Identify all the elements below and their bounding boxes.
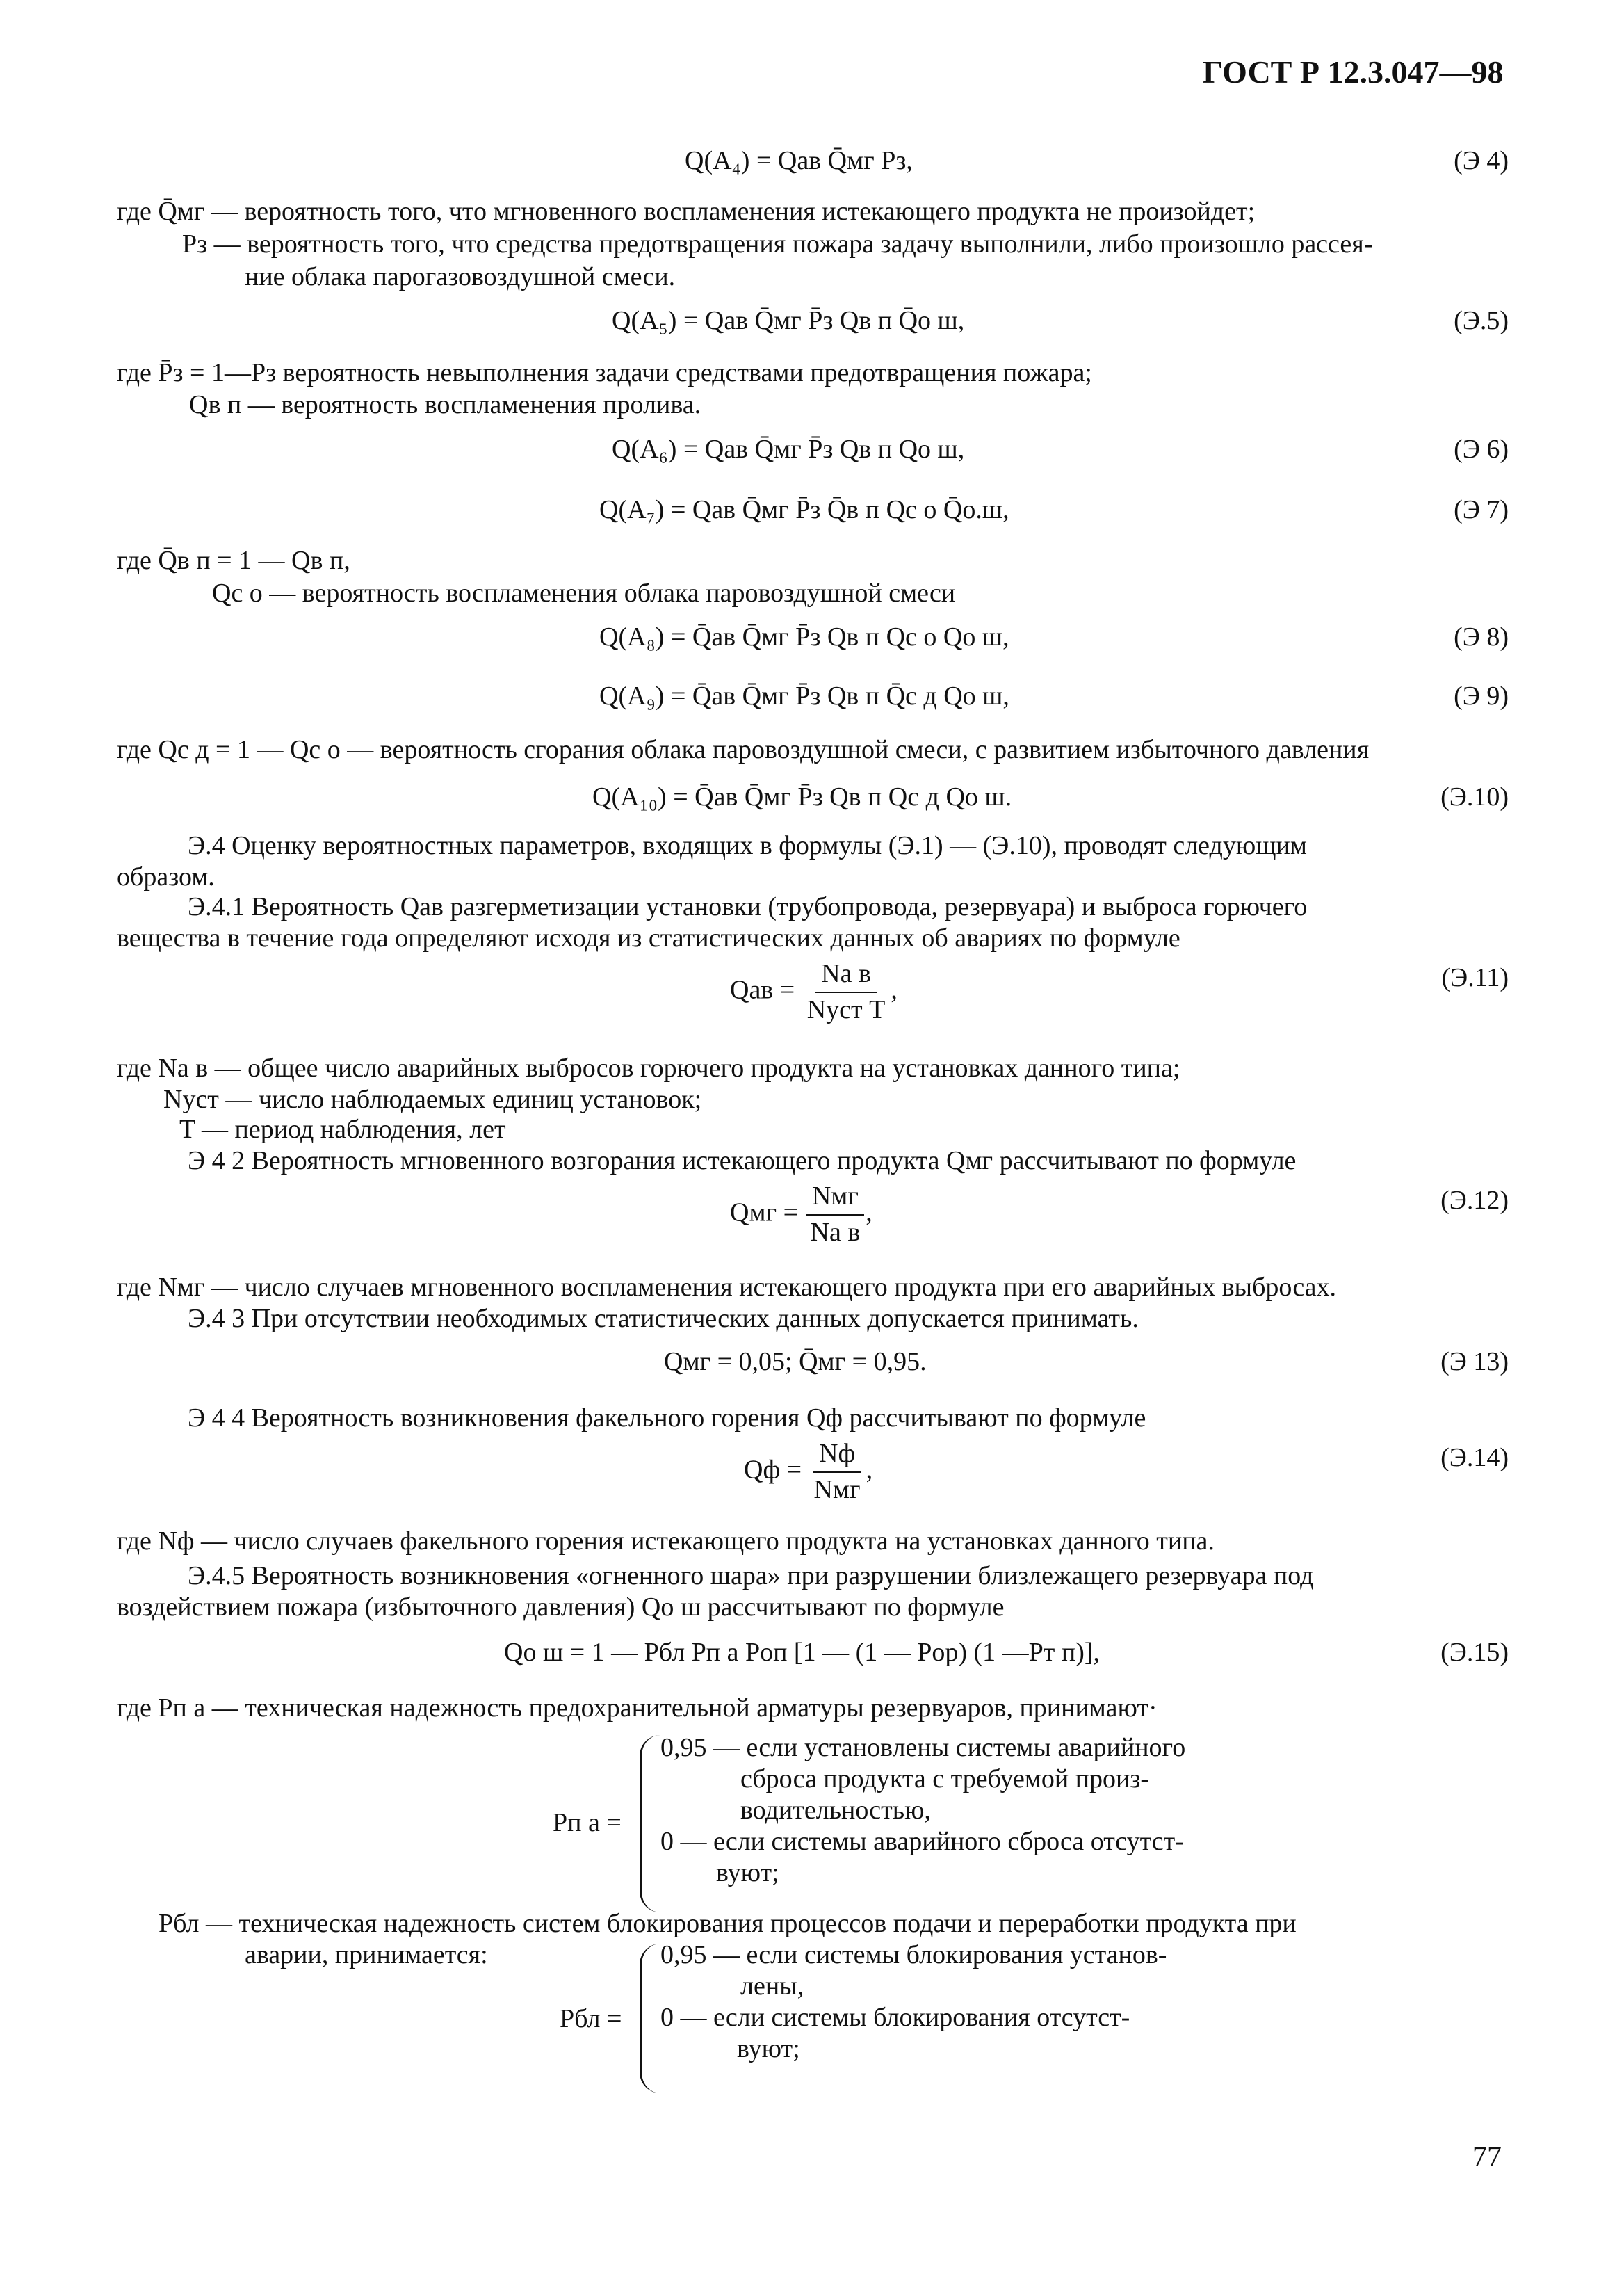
text-line: где Qс д = 1 — Qс о — вероятность сгорания облака паровоздушной смеси, с развитием избыточного давления: [117, 735, 1370, 764]
text-line: Pбл — техническая надежность систем блокирования процессов подачи и переработки продукта при: [159, 1909, 1297, 1938]
text-line: где Pп а — техническая надежность предохранительной арматуры резервуаров, принимают·: [117, 1693, 1158, 1723]
brace: [640, 1944, 663, 2093]
text-line: где Nмг — число случаев мгновенного воспламенения истекающего продукта при его аварийных выбросах.: [117, 1273, 1337, 1302]
case-line: 0,95 — если установлены системы аварийного: [660, 1733, 1186, 1762]
text-line: Qв п — вероятность воспламенения пролива.: [189, 390, 701, 419]
case-line: 0,95 — если системы блокирования установ-: [660, 1940, 1167, 1969]
equation-e6: Q(A₆) = Qав Q̄мг P̄з Qв п Qо ш,: [612, 435, 965, 464]
equation-e7: Q(A₇) = Qав Q̄мг P̄з Q̄в п Qс о Q̄о.ш,: [599, 495, 1009, 524]
fraction-denominator: Nуст T: [806, 994, 886, 1024]
equation-tail: ,: [891, 975, 898, 1005]
paragraph-line: Э 4 4 Вероятность возникновения факельного горения Qф рассчитывают по формуле: [188, 1403, 1146, 1433]
equation-number: (Э.5): [1454, 306, 1509, 335]
cases-lhs: Pп а =: [553, 1808, 622, 1837]
equation-lhs: Qмг =: [730, 1198, 799, 1227]
text-line: где Nа в — общее число аварийных выбросов горючего продукта на установках данного типа;: [117, 1054, 1180, 1083]
paragraph-line: образом.: [117, 862, 215, 892]
equation-lhs: Qф =: [744, 1455, 802, 1485]
text-line: где Q̄мг — вероятность того, что мгновенного воспламенения истекающего продукта не произойдет;: [117, 197, 1256, 226]
text-line: Nуст — число наблюдаемых единиц установок;: [163, 1085, 702, 1114]
equation-number: (Э.11): [1441, 963, 1509, 992]
fraction: [805, 1182, 866, 1248]
fraction: [802, 960, 891, 1025]
text-line: где Q̄в п = 1 — Qв п,: [117, 546, 350, 575]
equation-number: (Э.14): [1440, 1443, 1509, 1472]
paragraph-line: вещества в течение года определяют исходя из статистических данных об авариях по формуле: [117, 924, 1180, 953]
case-line: 0 — если системы аварийного сброса отсутст-: [660, 1827, 1184, 1856]
case-line: 0 — если системы блокирования отсутст-: [660, 2003, 1130, 2032]
text-line: ние облака парогазовоздушной смеси.: [245, 262, 676, 291]
equation-e12: [730, 1182, 872, 1248]
paragraph-line: Э.4.5 Вероятность возникновения «огненного шара» при разрушении близлежащего резервуара под: [188, 1561, 1314, 1590]
equation-number: (Э 4): [1454, 146, 1509, 175]
paragraph-line: Э.4 3 При отсутствии необходимых статистических данных допускается принимать.: [188, 1304, 1139, 1333]
equation-number: (Э.10): [1440, 782, 1509, 812]
fraction-denominator: Nмг: [813, 1474, 861, 1504]
equation-lhs: Qав =: [730, 975, 795, 1005]
fraction-numerator: Nмг: [806, 1182, 864, 1216]
paragraph-line: Э.4 Оценку вероятностных параметров, входящих в формулы (Э.1) — (Э.10), проводят следующим: [188, 831, 1307, 860]
text-line: где P̄з = 1—Pз вероятность невыполнения задачи средствами предотвращения пожара;: [117, 358, 1092, 387]
paragraph-line: воздействием пожара (избыточного давления) Qо ш рассчитывают по формуле: [117, 1592, 1005, 1622]
document-header: ГОСТ Р 12.3.047—98: [1203, 54, 1504, 90]
equation-number: (Э 9): [1454, 682, 1509, 711]
equation-e13: Qмг = 0,05; Q̄мг = 0,95.: [664, 1347, 927, 1376]
equation-tail: ,: [866, 1198, 872, 1227]
case-line: вуют;: [716, 1858, 779, 1887]
text-line: Qс о — вероятность воспламенения облака паровоздушной смеси: [212, 579, 956, 608]
equation-e9: Q(A₉) = Q̄ав Q̄мг P̄з Qв п Q̄с д Qо ш,: [599, 682, 1009, 711]
equation-number: (Э 7): [1454, 495, 1509, 524]
equation-tail: ,: [866, 1455, 873, 1485]
equation-number: (Э 13): [1440, 1347, 1509, 1376]
equation-e10: Q(A₁₀) = Q̄ав Q̄мг P̄з Qв п Qс д Qо ш.: [592, 782, 1012, 812]
fraction-denominator: Nа в: [810, 1217, 861, 1247]
equation-number: (Э.12): [1440, 1186, 1509, 1215]
case-line: лены,: [740, 1972, 804, 2001]
paragraph-line: Э 4 2 Вероятность мгновенного возгорания истекающего продукта Qмг рассчитывают по формуле: [188, 1146, 1297, 1175]
case-line: вуют;: [737, 2034, 800, 2063]
text-line: где Nф — число случаев факельного горения истекающего продукта на установках данного типа.: [117, 1526, 1215, 1556]
page-number: 77: [1472, 2141, 1502, 2173]
text-line: T — период наблюдения, лет: [179, 1115, 506, 1144]
paragraph-line: Э.4.1 Вероятность Qав разгерметизации установки (трубопровода, резервуара) и выброса горючего: [188, 892, 1308, 921]
equation-number: (Э 6): [1454, 435, 1509, 464]
cases-lhs: Pбл =: [560, 2004, 622, 2033]
equation-e5: Q(A₅) = Qав Q̄мг P̄з Qв п Q̄о ш,: [612, 306, 965, 335]
equation-e14: [744, 1440, 872, 1505]
equation-e8: Q(A₈) = Q̄ав Q̄мг P̄з Qв п Qс о Qо ш,: [599, 622, 1009, 652]
case-line: водительностью,: [740, 1796, 931, 1825]
case-line: сброса продукта с требуемой произ-: [740, 1764, 1150, 1793]
text-line: Pз — вероятность того, что средства предотвращения пожара задачу выполнили, либо произошло рассея-: [182, 229, 1373, 259]
brace: [640, 1735, 663, 1912]
fraction-numerator: Nф: [813, 1440, 861, 1473]
equation-e11: [730, 960, 898, 1025]
equation-e15: Qо ш = 1 — Pбл Pп а Pоп [1 — (1 — Pор) (1 —Pт п)],: [504, 1638, 1101, 1667]
equation-number: (Э 8): [1454, 622, 1509, 652]
fraction: [809, 1440, 866, 1505]
fraction-numerator: Nа в: [815, 960, 877, 993]
equation-number: (Э.15): [1440, 1638, 1509, 1667]
equation-e4: Q(A₄) = Qав Q̄мг Pз,: [685, 146, 913, 175]
text-line: аварии, принимается:: [245, 1940, 488, 1969]
